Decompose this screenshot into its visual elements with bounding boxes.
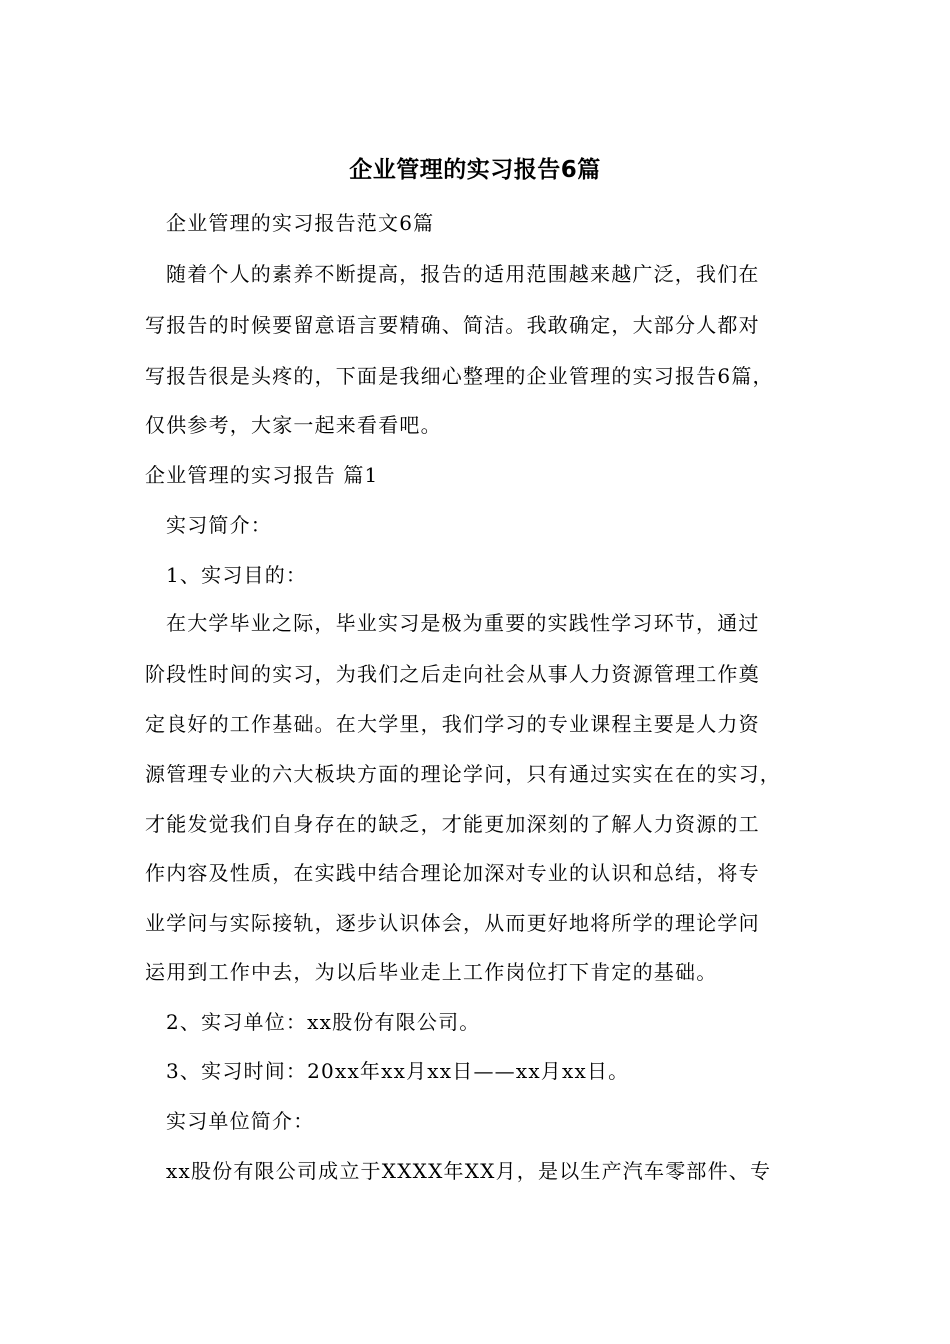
paragraph-line: xx股份有限公司成立于XXXX年XX月，是以生产汽车零部件、专 bbox=[166, 1159, 772, 1183]
document-title: 企业管理的实习报告6篇 bbox=[349, 157, 601, 183]
section-heading: 企业管理的实习报告 篇1 bbox=[145, 463, 379, 487]
paragraph-line: 仅供参考，大家一起来看看吧。 bbox=[145, 413, 442, 437]
subtitle-line: 企业管理的实习报告范文6篇 bbox=[166, 211, 435, 235]
paragraph-line: 才能发觉我们自身存在的缺乏，才能更加深刻的了解人力资源的工 bbox=[145, 812, 760, 836]
paragraph-line: 随着个人的素养不断提高，报告的适用范围越来越广泛，我们在 bbox=[166, 262, 760, 286]
paragraph-line: 2、实习单位：xx股份有限公司。 bbox=[166, 1010, 481, 1034]
paragraph-line: 写报告的时候要留意语言要精确、简洁。我敢确定，大部分人都对 bbox=[145, 313, 760, 337]
paragraph-line: 阶段性时间的实习，为我们之后走向社会从事人力资源管理工作奠 bbox=[145, 662, 760, 686]
paragraph-line: 3、实习时间：20xx年xx月xx日——xx月xx日。 bbox=[166, 1059, 630, 1083]
paragraph-line: 运用到工作中去，为以后毕业走上工作岗位打下肯定的基础。 bbox=[145, 960, 718, 984]
paragraph-line: 实习单位简介： bbox=[166, 1109, 315, 1133]
paragraph-line: 写报告很是头疼的，下面是我细心整理的企业管理的实习报告6篇， bbox=[145, 364, 774, 388]
paragraph-line: 业学问与实际接轨，逐步认识体会，从而更好地将所学的理论学问 bbox=[145, 911, 760, 935]
paragraph-line: 源管理专业的六大板块方面的理论学问，只有通过实实在在的实习， bbox=[145, 762, 781, 786]
paragraph-line: 作内容及性质，在实践中结合理论加深对专业的认识和总结，将专 bbox=[145, 861, 760, 885]
paragraph-line: 定良好的工作基础。在大学里，我们学习的专业课程主要是人力资 bbox=[145, 712, 760, 736]
paragraph-line: 实习简介： bbox=[166, 513, 272, 537]
paragraph-line: 在大学毕业之际，毕业实习是极为重要的实践性学习环节，通过 bbox=[166, 611, 760, 635]
paragraph-line: 1、实习目的： bbox=[166, 563, 308, 587]
